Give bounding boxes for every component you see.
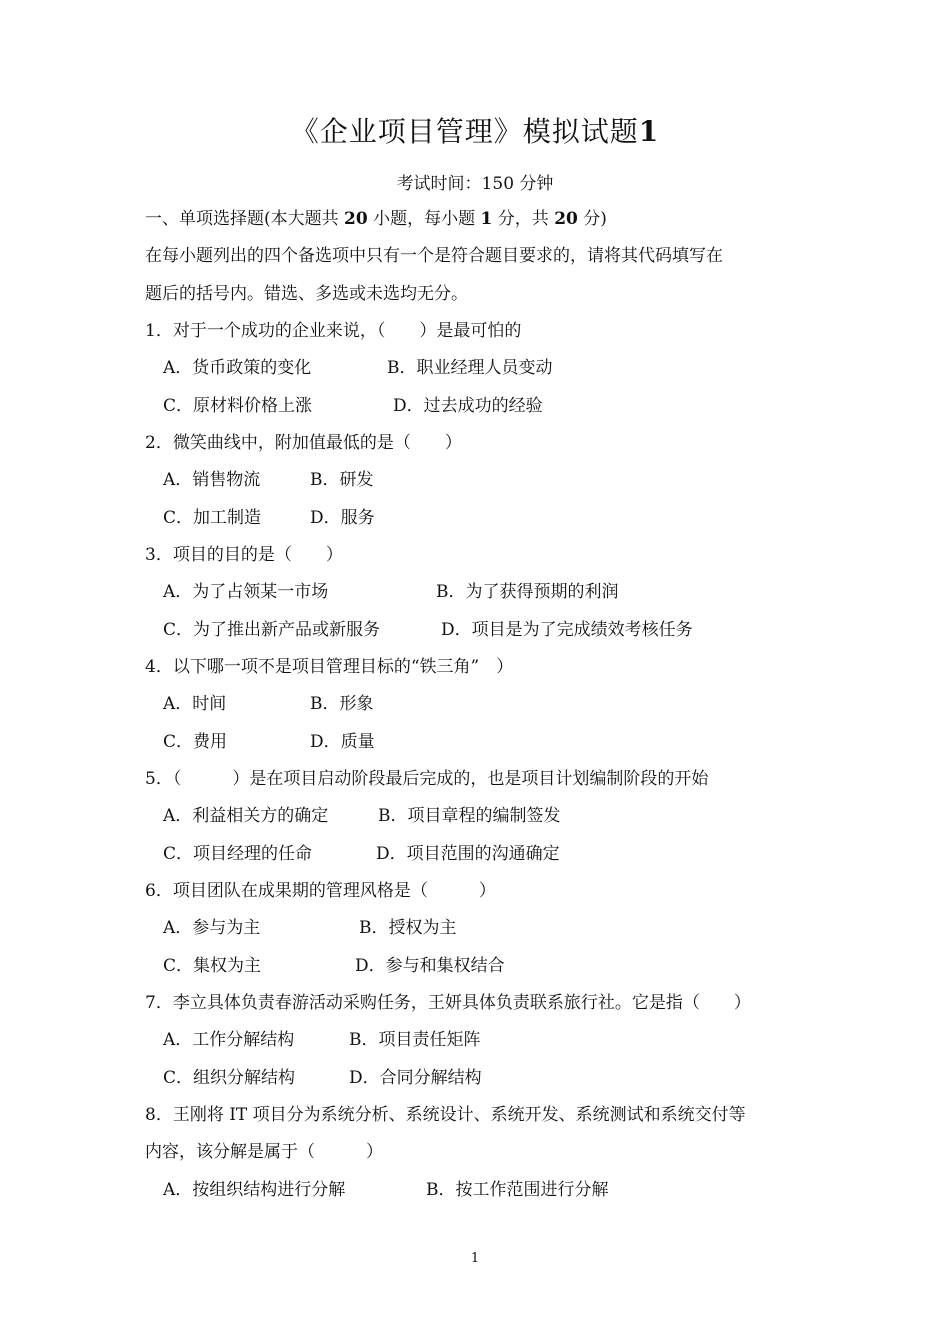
question-2-option-a: A．销售物流 <box>163 470 261 490</box>
question-1-option-a: A．货币政策的变化 <box>163 358 312 378</box>
question-4-option-d: D．质量 <box>310 732 375 752</box>
question-4-stem: 4．以下哪一项不是项目管理目标的“铁三角” ） <box>145 657 514 677</box>
question-3-option-d: D．项目是为了完成绩效考核任务 <box>441 620 693 640</box>
question-6-option-d: D．参与和集权结合 <box>355 956 505 976</box>
question-4-option-c: C．费用 <box>163 732 228 752</box>
question-6-option-b: B．授权为主 <box>359 918 457 938</box>
question-5-option-c: C．项目经理的任命 <box>163 844 313 864</box>
question-6-option-c: C．集权为主 <box>163 956 262 976</box>
question-5-option-a: A．利益相关方的确定 <box>163 806 329 826</box>
question-4-option-b: B．形象 <box>310 694 374 714</box>
question-1-option-d: D．过去成功的经验 <box>393 396 543 416</box>
question-7-stem: 7．李立具体负责春游活动采购任务，王妍具体负责联系旅行社。它是指（ ） <box>145 993 751 1013</box>
section-heading: 一、单项选择题(本大题共 20 小题，每小题 1 分，共 20 分) <box>145 209 607 229</box>
question-8-option-b: B．按工作范围进行分解 <box>426 1180 609 1200</box>
question-2-option-b: B．研发 <box>310 470 374 490</box>
title-number: 1 <box>638 115 660 148</box>
page-title <box>0 112 950 152</box>
question-2-stem: 2．微笑曲线中，附加值最低的是（ ） <box>145 433 462 453</box>
question-1-option-c: C．原材料价格上涨 <box>163 396 313 416</box>
title-text: 《企业项目管理》模拟试题 <box>290 115 639 148</box>
question-6-stem: 6．项目团队在成果期的管理风格是（ ） <box>145 881 496 901</box>
question-2-option-d: D．服务 <box>310 508 375 528</box>
question-3-option-a: A．为了占领某一市场 <box>163 582 329 602</box>
page-number: 1 <box>470 1251 480 1266</box>
question-8-stem: 8．王刚将 IT 项目分为系统分析、系统设计、系统开发、系统测试和系统交付等 <box>145 1105 746 1125</box>
instruction-line-2: 题后的括号内。错选、多选或未选均无分。 <box>145 284 468 304</box>
question-1-option-b: B．职业经理人员变动 <box>387 358 553 378</box>
question-5-option-d: D．项目范围的沟通确定 <box>376 844 560 864</box>
question-7-option-c: C．组织分解结构 <box>163 1068 296 1088</box>
question-2-option-c: C．加工制造 <box>163 508 262 528</box>
question-7-option-b: B．项目责任矩阵 <box>349 1030 481 1050</box>
question-1-stem: 1．对于一个成功的企业来说，（ ）是最可怕的 <box>145 321 522 341</box>
question-3-option-c: C．为了推出新产品或新服务 <box>163 620 381 640</box>
question-7-option-a: A．工作分解结构 <box>163 1030 295 1050</box>
question-7-option-d: D．合同分解结构 <box>349 1068 482 1088</box>
exam-duration: 考试时间：150 分钟 <box>396 174 554 194</box>
question-8-option-a: A．按组织结构进行分解 <box>163 1180 346 1200</box>
question-4-option-a: A．时间 <box>163 694 227 714</box>
question-5-stem: 5．（ ）是在项目启动阶段最后完成的，也是项目计划编制阶段的开始 <box>145 769 709 789</box>
question-3-option-b: B．为了获得预期的利润 <box>436 582 619 602</box>
question-5-option-b: B．项目章程的编制签发 <box>378 806 561 826</box>
question-3-stem: 3．项目的目的是（ ） <box>145 545 343 565</box>
instruction-line-1: 在每小题列出的四个备选项中只有一个是符合题目要求的，请将其代码填写在 <box>145 246 723 266</box>
question-8-stem-continued: 内容，该分解是属于（ ） <box>145 1142 383 1162</box>
question-6-option-a: A．参与为主 <box>163 918 261 938</box>
